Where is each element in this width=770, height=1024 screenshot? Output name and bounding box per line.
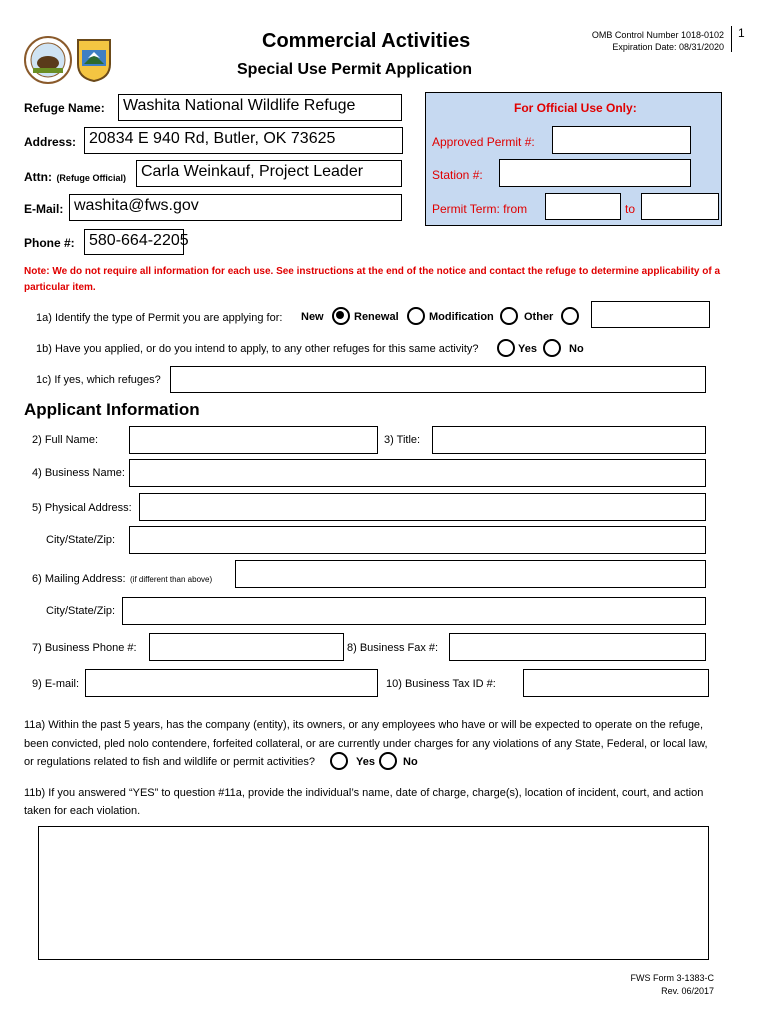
- city-state-zip-label-2: City/State/Zip:: [46, 605, 116, 617]
- permit-type-new-radio[interactable]: [332, 307, 350, 325]
- expiration-date: Expiration Date: 08/31/2020: [612, 42, 724, 52]
- q11a-yes-label: Yes: [356, 756, 375, 768]
- full-name-label: 2) Full Name:: [32, 434, 99, 446]
- station-field[interactable]: [499, 159, 691, 187]
- approved-permit-field[interactable]: [552, 126, 691, 154]
- phone-label: Phone #:: [24, 236, 75, 250]
- physical-address-field[interactable]: [139, 493, 706, 521]
- fws-shield-logo: [76, 38, 112, 82]
- q1b-yes-radio[interactable]: [497, 339, 515, 357]
- business-phone-field[interactable]: [149, 633, 344, 661]
- new-label: New: [301, 311, 324, 323]
- permit-type-renewal-radio[interactable]: [407, 307, 425, 325]
- renewal-label: Renewal: [354, 311, 399, 323]
- title-label: 3) Title:: [384, 434, 421, 446]
- address-label: Address:: [24, 135, 77, 149]
- q1a-label: 1a) Identify the type of Permit you are applying for:: [36, 312, 283, 324]
- modification-label: Modification: [429, 311, 494, 323]
- business-name-field[interactable]: [129, 459, 706, 487]
- page-number: [731, 26, 745, 52]
- form-title: Commercial Activities: [262, 30, 471, 52]
- business-fax-field[interactable]: [449, 633, 706, 661]
- address-field[interactable]: 20834 E 940 Rd, Butler, OK 73625: [84, 127, 403, 154]
- page-number-text: 1: [738, 26, 745, 40]
- mailing-address-label: [32, 569, 212, 587]
- q1b-no-label: No: [569, 343, 584, 355]
- q11b-line-1: 11b) If you answered “YES” to question #11a, provide the individual’s name, date of charge, charge(s), location of incident, court, and action: [24, 787, 704, 799]
- applicant-info-heading: Applicant Information: [24, 400, 200, 419]
- permit-term-to-label: to: [625, 202, 636, 216]
- q1c-label: 1c) If yes, which refuges?: [36, 374, 161, 386]
- q1b-yes-label: Yes: [518, 343, 537, 355]
- other-label: Other: [524, 311, 554, 323]
- business-tax-id-label: 10) Business Tax ID #:: [386, 678, 496, 690]
- q1b-label: 1b) Have you applied, or do you intend to apply, to any other refuges for this same activity?: [36, 343, 479, 355]
- attn-label: [24, 168, 126, 186]
- note-text: Note: We do not require all information for each use. See instructions at the end of the notice and contact the refuge to determine applicability of a particular item.: [24, 266, 721, 293]
- business-phone-label: 7) Business Phone #:: [32, 642, 137, 654]
- email-applicant-field[interactable]: [85, 669, 378, 697]
- mailing-address-label-text: 6) Mailing Address:: [32, 573, 126, 585]
- attn-sub-label: (Refuge Official): [56, 173, 126, 183]
- mailing-address-sub-label: (if different than above): [130, 575, 213, 584]
- q11a-line-3: or regulations related to fish and wildlife or permit activities?: [24, 756, 316, 768]
- permit-type-modification-radio[interactable]: [500, 307, 518, 325]
- omb-control-number: OMB Control Number 1018-0102: [591, 30, 724, 40]
- email-applicant-label: 9) E-mail:: [32, 678, 80, 690]
- email-label: E-Mail:: [24, 202, 64, 216]
- permit-term-to-field[interactable]: [641, 193, 719, 220]
- q11a-line-2: been convicted, pled nolo contendere, forfeited collateral, or are currently under charges for any violations of any State, Federal, or local law,: [24, 738, 708, 750]
- city-state-zip-label-1: City/State/Zip:: [46, 534, 116, 546]
- q1c-refuges-field[interactable]: [170, 366, 706, 393]
- full-name-field[interactable]: [129, 426, 378, 454]
- q11a-line-1: 11a) Within the past 5 years, has the company (entity), its owners, or any employees who have or will be expected to operate on the refuge,: [24, 719, 704, 731]
- title-field[interactable]: [432, 426, 706, 454]
- q11b-line-2: taken for each violation.: [24, 805, 141, 817]
- physical-address-label: 5) Physical Address:: [32, 502, 132, 514]
- refuge-name-label: Refuge Name:: [24, 101, 105, 115]
- station-label: Station #:: [432, 168, 483, 182]
- city-state-zip-field-2[interactable]: [122, 597, 706, 625]
- q11b-violations-textarea[interactable]: [38, 826, 709, 960]
- form-subtitle: Special Use Permit Application: [237, 61, 473, 78]
- attn-field[interactable]: Carla Weinkauf, Project Leader: [136, 160, 402, 187]
- permit-type-other-field[interactable]: [591, 301, 710, 328]
- business-tax-id-field[interactable]: [523, 669, 709, 697]
- business-name-label: 4) Business Name:: [32, 467, 125, 479]
- official-use-title: For Official Use Only:: [514, 101, 637, 115]
- footer-revision: Rev. 06/2017: [661, 986, 714, 996]
- attn-label-text: Attn:: [24, 170, 52, 184]
- city-state-zip-field-1[interactable]: [129, 526, 706, 554]
- official-use-box: [425, 92, 722, 226]
- permit-type-other-radio[interactable]: [561, 307, 579, 325]
- permit-term-from-field[interactable]: [545, 193, 621, 220]
- phone-field[interactable]: 580-664-2205: [84, 229, 184, 255]
- permit-term-label: Permit Term: from: [432, 202, 528, 216]
- doi-seal-logo: [24, 36, 72, 84]
- approved-permit-label: Approved Permit #:: [432, 135, 535, 149]
- footer-form-number: FWS Form 3-1383-C: [630, 973, 714, 983]
- refuge-name-field[interactable]: Washita National Wildlife Refuge: [118, 94, 402, 121]
- q11a-no-label: No: [403, 756, 418, 768]
- q1b-no-radio[interactable]: [543, 339, 561, 357]
- mailing-address-field[interactable]: [235, 560, 706, 588]
- q11a-no-radio[interactable]: [379, 752, 397, 770]
- q11a-yes-radio[interactable]: [330, 752, 348, 770]
- business-fax-label: 8) Business Fax #:: [347, 642, 439, 654]
- email-field[interactable]: washita@fws.gov: [69, 194, 402, 221]
